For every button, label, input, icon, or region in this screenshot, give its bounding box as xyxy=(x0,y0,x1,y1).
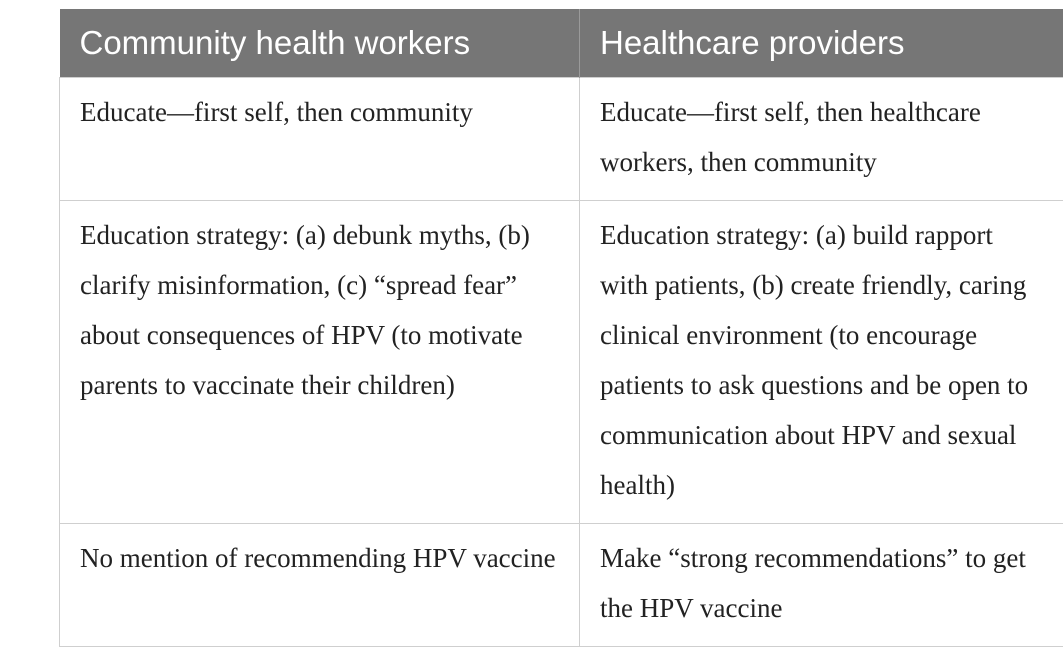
cell-text: Make “strong recommendations” to get the HPV vaccine xyxy=(600,533,1044,633)
header-community-health-workers: Community health workers xyxy=(60,9,580,77)
table-cell xyxy=(60,523,580,646)
table-row xyxy=(60,523,1063,646)
cell-text: Educate—first self, then healthcare workers, then community xyxy=(600,87,1044,187)
table-header xyxy=(60,9,1063,77)
table-body xyxy=(60,77,1063,646)
table-cell xyxy=(60,200,580,523)
comparison-table xyxy=(59,9,1063,647)
header-row xyxy=(60,9,1063,77)
cell-text: Educate—first self, then community xyxy=(80,87,559,137)
cell-text: No mention of recommending HPV vaccine xyxy=(80,533,559,583)
table-row xyxy=(60,77,1063,200)
table-row xyxy=(60,200,1063,523)
cell-text: Education strategy: (a) build rapport with patients, (b) create friendly, caring clinical environment (to encourage patients to ask questions and be open to communication about HPV and sexual health) xyxy=(600,210,1044,510)
table-cell xyxy=(60,77,580,200)
table-cell xyxy=(580,77,1063,200)
table-cell xyxy=(580,200,1063,523)
table-cell xyxy=(580,523,1063,646)
header-healthcare-providers: Healthcare providers xyxy=(580,9,1063,77)
cell-text: Education strategy: (a) debunk myths, (b) clarify misinformation, (c) “spread fear” about consequences of HPV (to motivate parents to vaccinate their children) xyxy=(80,210,559,410)
